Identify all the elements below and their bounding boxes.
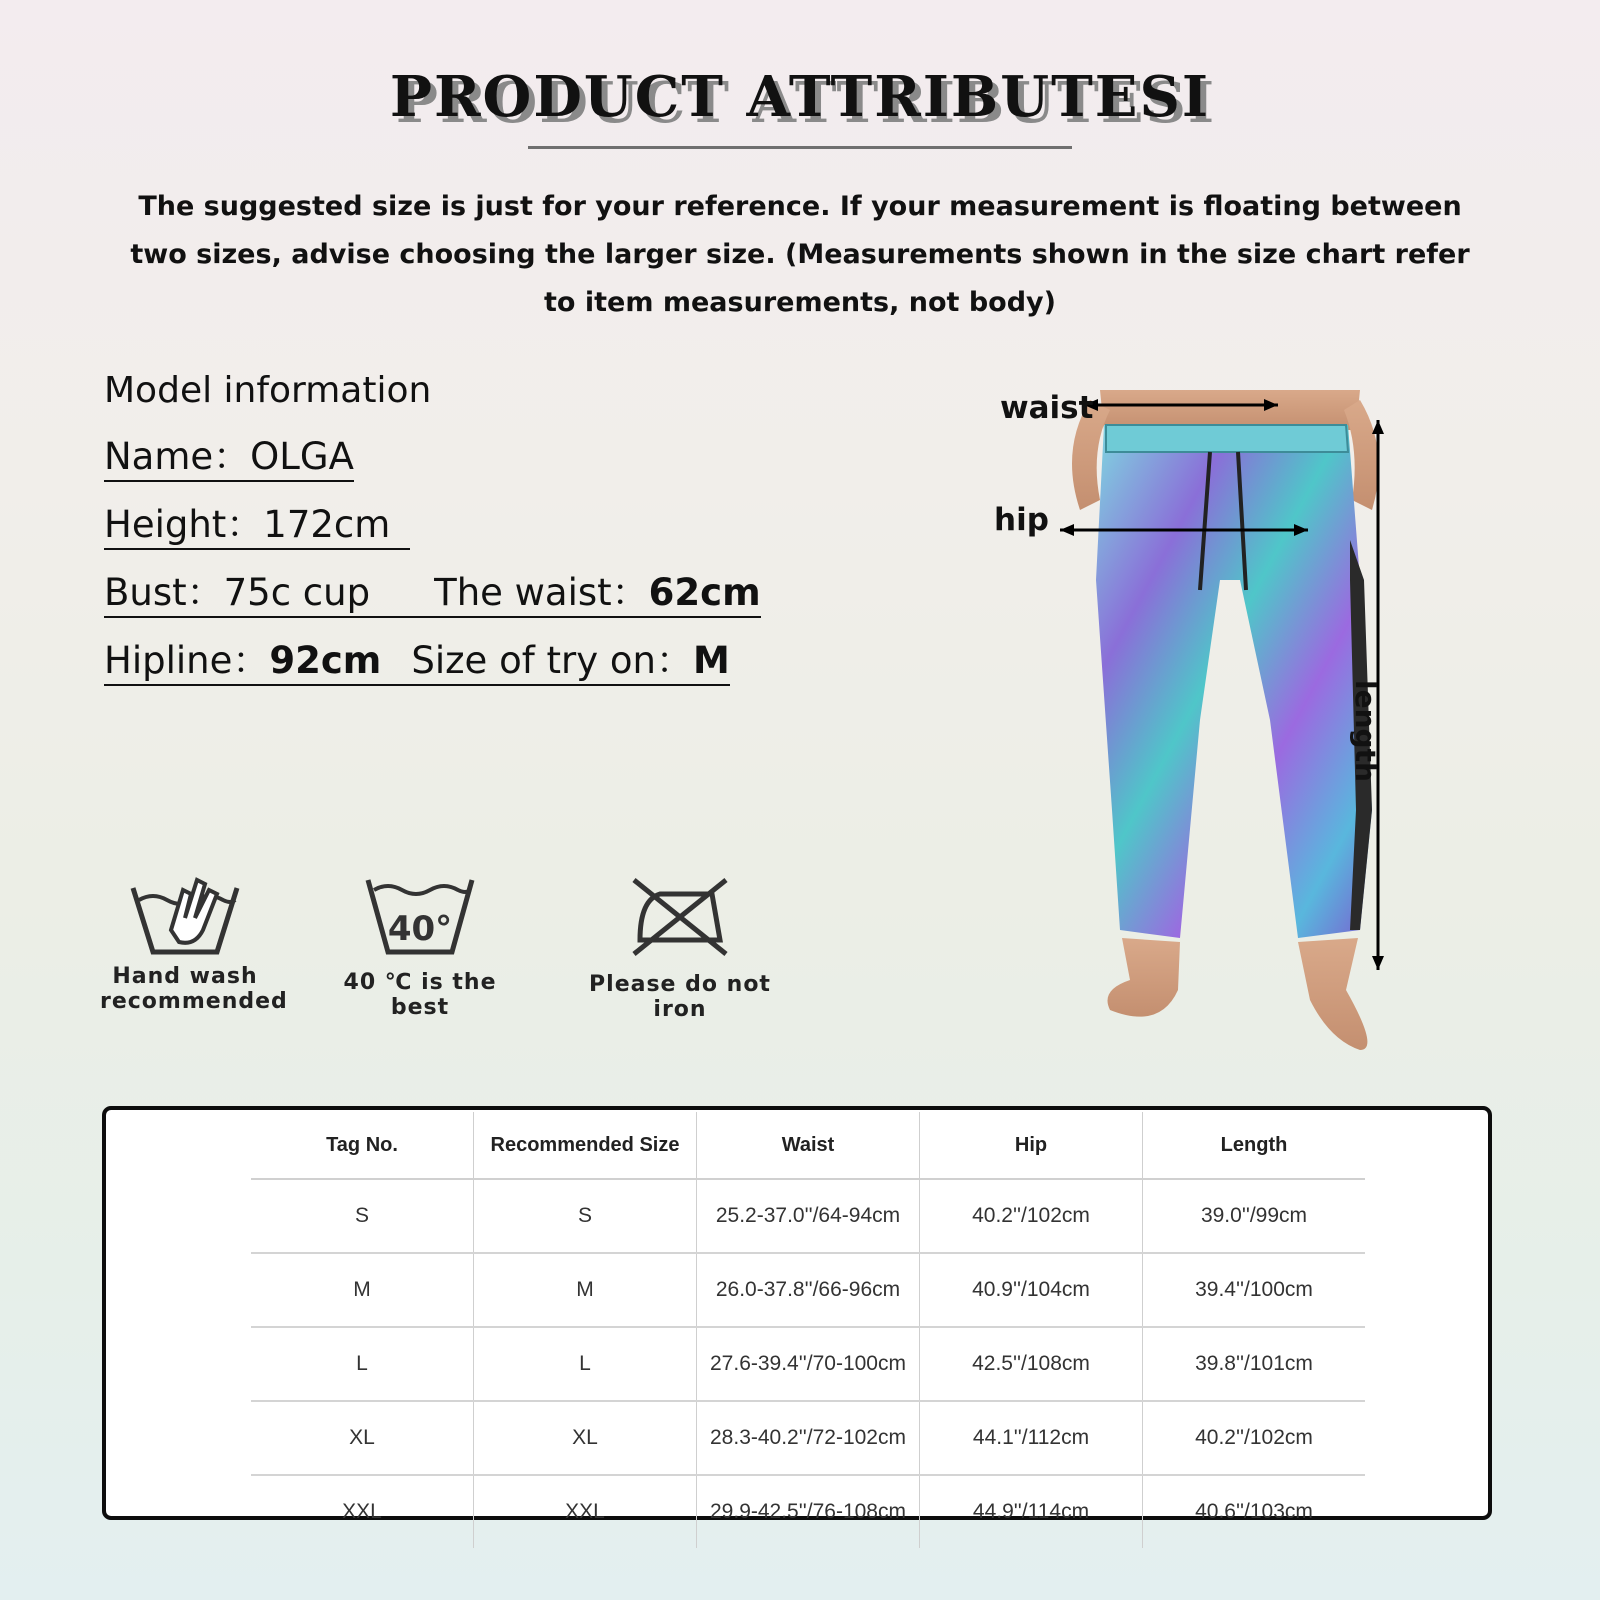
cell-size: M (474, 1253, 697, 1327)
cell-size: S (474, 1179, 697, 1253)
left-foot (1108, 938, 1181, 1017)
header-length: Length (1143, 1112, 1366, 1179)
wash-40-label: 40 ℃ is the best (343, 970, 497, 1020)
cell-hip: 44.1''/112cm (920, 1401, 1143, 1475)
model-hip-tryon (104, 638, 730, 686)
cell-hip: 40.2''/102cm (920, 1179, 1143, 1253)
model-name: Name：OLGA (104, 434, 354, 482)
model-hipline-value: 92cm (269, 639, 382, 682)
page-title: PRODUCT ATTRIBUTESI (389, 64, 1211, 130)
title-area (0, 62, 1600, 132)
wash-40-icon (360, 860, 480, 960)
cell-length: 39.4''/100cm (1143, 1253, 1366, 1327)
size-note: The suggested size is just for your reference. If your measurement is floating between two sizes, advise choosing the larger size. (Measurements shown in the size chart refer to item measurements, not body) (130, 191, 1470, 318)
pants-body (1096, 425, 1372, 938)
hand-wash-line1: Hand wash (112, 964, 258, 989)
cell-waist: 26.0-37.8''/66-96cm (697, 1253, 920, 1327)
cell-tag: S (251, 1179, 474, 1253)
cell-waist: 29.9-42.5''/76-108cm (697, 1475, 920, 1548)
pants-image (1060, 390, 1390, 1080)
cell-waist: 25.2-37.0''/64-94cm (697, 1179, 920, 1253)
cell-size: XL (474, 1401, 697, 1475)
cell-length: 40.6''/103cm (1195, 1500, 1313, 1523)
cell-size: XXL (474, 1475, 697, 1548)
header-recommended-size: Recommended Size (474, 1112, 697, 1179)
cell-length: 40.2''/102cm (1143, 1401, 1366, 1475)
hip-label: hip (994, 502, 1049, 538)
cell-tag: L (251, 1327, 474, 1401)
wash-temp: 40° (387, 909, 453, 949)
table-row (251, 1327, 1365, 1401)
waistband (1106, 425, 1348, 452)
model-bust: Bust：75c cup (104, 571, 371, 614)
cell-size: L (474, 1327, 697, 1401)
cell-tag: M (251, 1253, 474, 1327)
header-hip: Hip (920, 1112, 1143, 1179)
size-table (251, 1112, 1365, 1548)
cell-hip: 40.9''/104cm (920, 1253, 1143, 1327)
no-iron-icon (620, 860, 740, 960)
care-no-iron (565, 860, 795, 1022)
model-bust-waist (104, 570, 761, 618)
cell-tag: XL (251, 1401, 474, 1475)
header-waist: Waist (697, 1112, 920, 1179)
model-height: Height：172cm (104, 502, 410, 550)
no-iron-label: Please do not iron (589, 972, 771, 1022)
model-tryon-value: M (692, 639, 730, 682)
header-tag-no: Tag No. (251, 1112, 474, 1179)
right-foot (1298, 938, 1367, 1050)
size-chart (102, 1106, 1492, 1523)
model-waist-label: The waist： (434, 571, 649, 614)
length-label: length (1349, 680, 1382, 782)
cell-tag: XXL (251, 1475, 474, 1548)
care-hand-wash (100, 860, 288, 1014)
cell-waist: 27.6-39.4''/70-100cm (697, 1327, 920, 1401)
hand-wash-icon (125, 860, 245, 960)
table-row (251, 1179, 1365, 1253)
cell-waist: 28.3-40.2''/72-102cm (697, 1401, 920, 1475)
table-row (251, 1253, 1365, 1327)
cell-hip: 44.9''/114cm (920, 1475, 1143, 1548)
model-waist-value: 62cm (648, 571, 761, 614)
table-row (251, 1475, 1365, 1548)
hand-wash-line2: recommended (100, 989, 288, 1014)
table-row (251, 1401, 1365, 1475)
cell-hip: 42.5''/108cm (920, 1327, 1143, 1401)
cell-length: 39.0''/99cm (1143, 1179, 1366, 1253)
waist-label: waist (1000, 390, 1094, 426)
model-tryon-label: Size of try on： (411, 639, 693, 682)
table-header-row (251, 1112, 1365, 1179)
cell-length: 39.8''/101cm (1143, 1327, 1366, 1401)
model-info-heading: Model information (104, 370, 432, 411)
care-40-degrees (330, 860, 510, 1020)
title-divider (528, 146, 1072, 149)
model-hipline-label: Hipline： (104, 639, 270, 682)
